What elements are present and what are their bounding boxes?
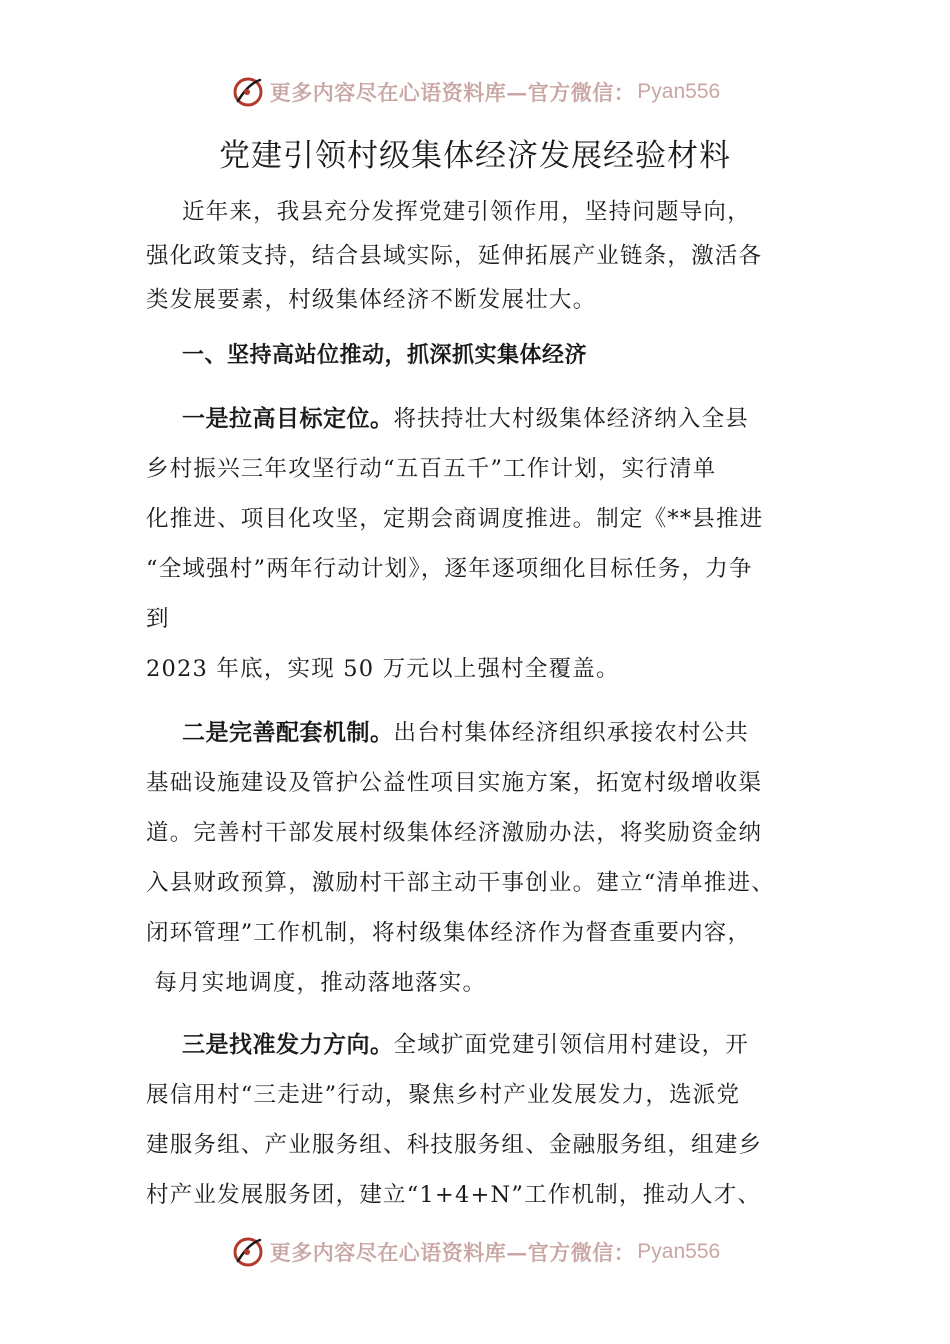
text-line: 乡村振兴三年攻坚行动“五百五千”工作计划，实行清单 (146, 456, 717, 482)
text-line (146, 1020, 826, 1070)
text-line: 强化政策支持，结合县域实际，延伸拓展产业链条，激活各 (146, 243, 763, 269)
text-segment: 将扶持壮大村级集体经济纳入全县 (393, 406, 750, 432)
text-segment: 出台村集体经济组织承接农村公共 (393, 720, 750, 746)
calligraphy-logo-icon (230, 1234, 266, 1270)
paragraph-supporting-mechanism (146, 708, 826, 1008)
document-title: 党建引领村级集体经济发展经验材料 (219, 138, 731, 174)
section-heading: 一、坚持高站位推动，抓深抓实集体经济 (182, 343, 588, 368)
text-line: 到 (146, 606, 170, 632)
paragraph-goal-positioning (146, 394, 826, 694)
paragraph-lead: 三是找准发力方向。 (182, 1032, 394, 1058)
text-line: 化推进、项目化攻坚，定期会商调度推进。制定《**县推进 (146, 506, 764, 532)
text-segment: 全域扩面党建引领信用村建设，开 (393, 1032, 750, 1058)
paragraph-lead: 二是完善配套机制。 (182, 720, 394, 746)
text-line: 道。完善村干部发展村级集体经济激励办法，将奖励资金纳 (146, 820, 763, 846)
text-line: 类发展要素，村级集体经济不断发展壮大。 (146, 287, 597, 313)
text-line: 基础设施建设及管护公益性项目实施方案，拓宽村级增收渠 (146, 770, 763, 796)
text-line: 展信用村“三走进”行动，聚焦乡村产业发展发力，选派党 (146, 1082, 741, 1108)
watermark-text: 更多内容尽在心语资料库—官方微信： (269, 1240, 636, 1265)
text-line: 入县财政预算，激励村干部主动干事创业。建立“清单推进、 (146, 870, 775, 896)
paragraph-lead: 一是拉高目标定位。 (182, 406, 394, 432)
text-line: 2023 年底，实现 50 万元以上强村全覆盖。 (146, 656, 620, 682)
text-line: 每月实地调度，推动落地落实。 (146, 970, 487, 996)
text-line: 建服务组、产业服务组、科技服务组、金融服务组，组建乡 (146, 1132, 763, 1158)
watermark-header (0, 72, 950, 112)
text-line (146, 394, 826, 444)
intro-paragraph (146, 190, 826, 322)
text-line: 闭环管理”工作机制，将村级集体经济作为督查重要内容， (146, 920, 752, 946)
watermark-wechat-id: Pyan556 (637, 1240, 721, 1263)
paragraph-development-direction (146, 1020, 826, 1220)
watermark-footer (0, 1232, 950, 1272)
text-line: “全域强村”两年行动计划》，逐年逐项细化目标任务，力争 (146, 556, 753, 582)
text-line (146, 708, 826, 758)
watermark-wechat-id: Pyan556 (637, 80, 721, 103)
calligraphy-logo-icon (230, 74, 266, 110)
watermark-text: 更多内容尽在心语资料库—官方微信： (269, 80, 636, 105)
text-line: 村产业发展服务团，建立“1+4+N”工作机制，推动人才、 (146, 1182, 762, 1208)
text-line: 近年来，我县充分发挥党建引领作用，坚持问题导向， (182, 199, 751, 225)
